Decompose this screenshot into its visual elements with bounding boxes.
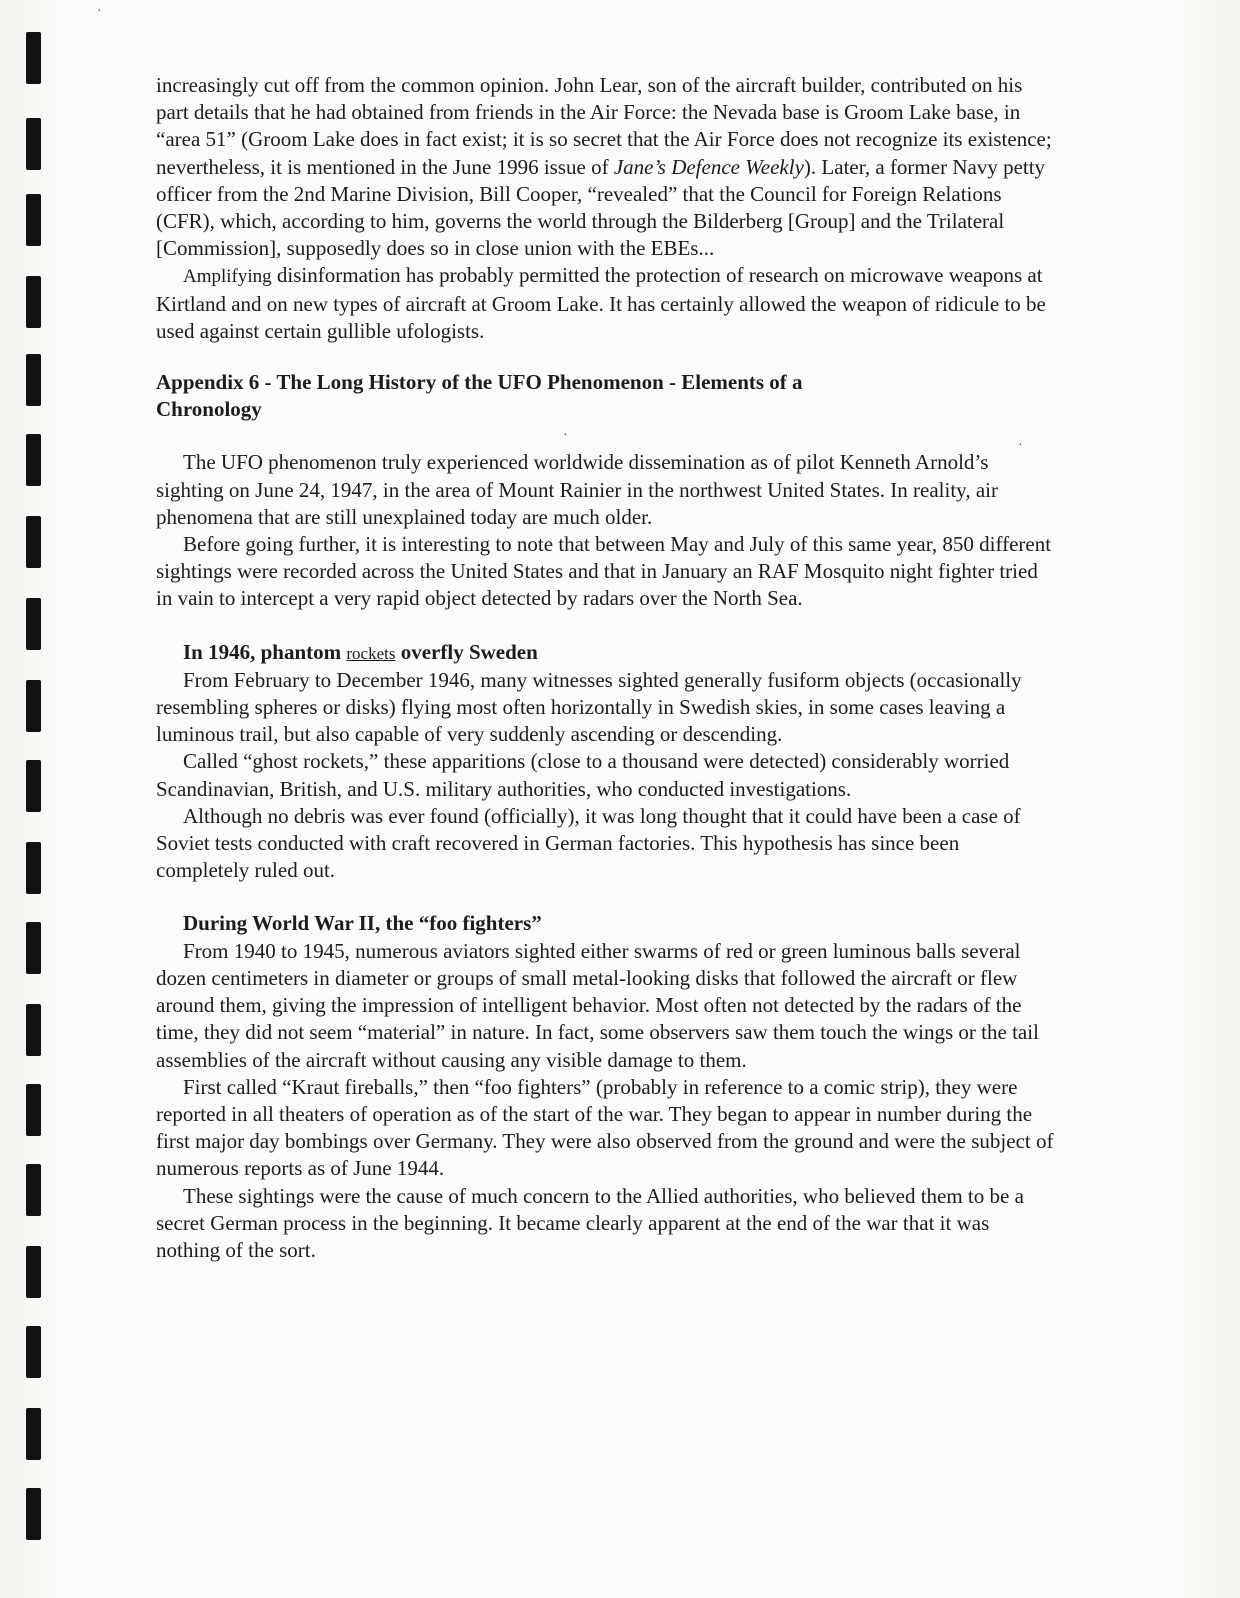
paragraph-text: increasingly cut off from the common opinion. John Lear, son of the aircraft builder, contributed on his part details that he had obtained from friends in the Air Force: the Nevada base is Groom Lake base, in “area 51” (Groom Lake does in fact exist; it is so secret that the Air Force does not recognize its existence; nevertheless, it is mentioned in the June 1996 issue of: [156, 73, 1052, 179]
section-heading-ww2: During World War II, the “foo fighters”: [183, 911, 542, 936]
spacer: [156, 613, 1056, 639]
spacer: [156, 423, 1056, 449]
heading-text: overfly Sweden: [395, 639, 538, 664]
section-paragraph: Although no debris was ever found (officially), it was long thought that it could have been a case of Soviet tests conducted with craft recovered in German factories. This hypothesis has since been completely ruled out.: [156, 803, 1021, 883]
binding-holes: [0, 0, 60, 1598]
page-body: [156, 72, 1056, 1264]
scan-speck: ·: [97, 4, 102, 19]
binding-hole: [26, 1488, 41, 1540]
paragraph-text: ). Later, a former Navy petty officer from the 2nd Marine Division, Bill Cooper, “revealed” that the Council for Foreign Relations (CFR), which, according to him, governs the world through the Bilderberg [Group] and the Trilateral [Commission], supposedly does so in close union with the EBEs...: [156, 154, 1046, 261]
section-paragraph: From 1940 to 1945, numerous aviators sighted either swarms of red or green luminous balls several dozen centimeters in diameter or groups of small metal-looking disks that followed the aircraft or flew around them, giving the impression of intelligent behavior. Most often not detected by the radars of the time, they did not seem “material” in nature. In fact, some observers saw them touch the wings or the tail assemblies of the aircraft without causing any visible damage to them.: [156, 938, 1039, 1072]
binding-hole: [26, 276, 41, 328]
binding-hole: [26, 842, 41, 894]
binding-hole: [26, 1326, 41, 1378]
binding-hole: [26, 760, 41, 812]
section-paragraph: First called “Kraut fireballs,” then “foo fighters” (probably in reference to a comic strip), they were reported in all theaters of operation as of the start of the war. They began to appear in number during the first major day bombings over Germany. They were also observed from the ground and were the subject of numerous reports as of June 1944.: [156, 1074, 1054, 1181]
paragraph-text: disinformation has probably permitted the protection of research on microwave weapons at Kirtland and on new types of aircraft at Groom Lake. It has certainly allowed the weapon of ridicule to be used against certain gullible ufologists.: [156, 263, 1046, 343]
spacer: [156, 884, 1056, 910]
intro-paragraph: The UFO phenomenon truly experienced worldwide dissemination as of pilot Kenneth Arnold’s sighting on June 24, 1947, in the area of Mount Rainier in the northwest United States. In reality, air phenomena that are still unexplained today are much older.: [156, 450, 998, 529]
binding-hole: [26, 1164, 41, 1216]
paragraph-lead-word: Amplifying: [183, 266, 272, 288]
appendix-heading-line: Appendix 6 - The Long History of the UFO Phenomenon - Elements of a: [156, 370, 803, 395]
publication-title: Jane’s Defence Weekly: [613, 154, 804, 179]
binding-hole: [26, 680, 41, 732]
binding-hole: [26, 922, 41, 974]
amplifying-paragraph: [156, 262, 1056, 345]
binding-hole: [26, 1408, 41, 1460]
top-paragraph: [156, 72, 1056, 262]
binding-hole: [26, 1004, 41, 1056]
binding-hole: [26, 118, 41, 170]
binding-hole: [26, 1084, 41, 1136]
binding-hole: [26, 598, 41, 650]
binding-hole: [26, 1246, 41, 1298]
binding-hole: [26, 32, 41, 84]
section-heading-1946: [156, 639, 1056, 667]
scan-speck: ·: [1018, 438, 1023, 453]
section-paragraph: From February to December 1946, many witnesses sighted generally fusiform objects (occasionally resembling spheres or disks) flying most often horizontally in Swedish skies, in some cases leaving a luminous trail, but also capable of very suddenly ascending or descending.: [156, 667, 1022, 747]
binding-hole: [26, 516, 41, 568]
scan-speck: ·: [563, 428, 568, 443]
binding-hole: [26, 354, 41, 406]
heading-text: In 1946, phantom: [183, 639, 347, 664]
section-paragraph: Called “ghost rockets,” these apparitions (close to a thousand were detected) considerably worried Scandinavian, British, and U.S. military authorities, who conducted investigations.: [156, 749, 1010, 801]
binding-hole: [26, 434, 41, 486]
section-paragraph: These sightings were the cause of much concern to the Allied authorities, who believed them to be a secret German process in the beginning. It became clearly apparent at the end of the war that it was nothing of the sort.: [156, 1183, 1024, 1262]
intro-paragraph: Before going further, it is interesting to note that between May and July of this same year, 850 different sightings were recorded across the United States and that in January an RAF Mosquito night fighter tried in vain to intercept a very rapid object detected by radars over the North Sea.: [156, 532, 1052, 611]
binding-hole: [26, 194, 41, 246]
appendix-heading: [156, 369, 1056, 423]
appendix-heading-line: Chronology: [156, 397, 262, 422]
heading-underlined-word: rockets: [346, 643, 396, 663]
